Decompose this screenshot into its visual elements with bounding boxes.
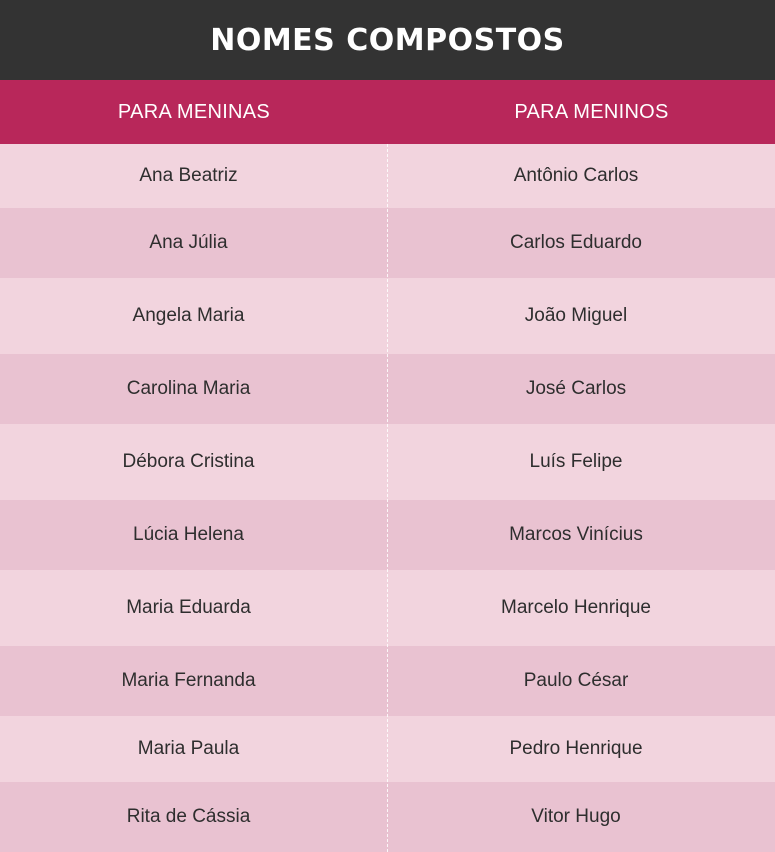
page-title: NOMES COMPOSTOS (0, 0, 775, 80)
table-header (0, 80, 775, 144)
column-header-boys: PARA MENINOS (514, 100, 669, 123)
boy-name-cell: Marcos Vinícius (509, 524, 643, 545)
boy-name-cell: Carlos Eduardo (509, 232, 643, 253)
column-header-girls: PARA MENINAS (117, 100, 271, 123)
boy-name-cell: Pedro Henrique (509, 738, 643, 759)
column-divider (387, 144, 388, 852)
girl-name-cell: Lúcia Helena (133, 524, 244, 545)
boy-name-cell: Antônio Carlos (513, 165, 639, 186)
boy-name-cell: Vitor Hugo (531, 806, 621, 827)
girl-name-cell: Carolina Maria (126, 378, 251, 399)
girl-name-cell: Ana Júlia (149, 232, 228, 253)
girl-name-cell: Rita de Cássia (126, 806, 251, 827)
girl-name-cell: Maria Fernanda (121, 670, 256, 691)
boy-name-cell: João Miguel (524, 305, 628, 326)
boy-name-cell: Marcelo Henrique (501, 597, 651, 618)
boy-name-cell: Luís Felipe (529, 451, 623, 472)
names-table (0, 144, 775, 852)
girl-name-cell: Angela Maria (132, 305, 245, 326)
boy-name-cell: Paulo César (523, 670, 629, 691)
girl-name-cell: Maria Paula (137, 738, 240, 759)
girl-name-cell: Maria Eduarda (126, 597, 251, 618)
girl-name-cell: Débora Cristina (122, 451, 255, 472)
girl-name-cell: Ana Beatriz (139, 165, 238, 186)
boy-name-cell: José Carlos (525, 378, 627, 399)
